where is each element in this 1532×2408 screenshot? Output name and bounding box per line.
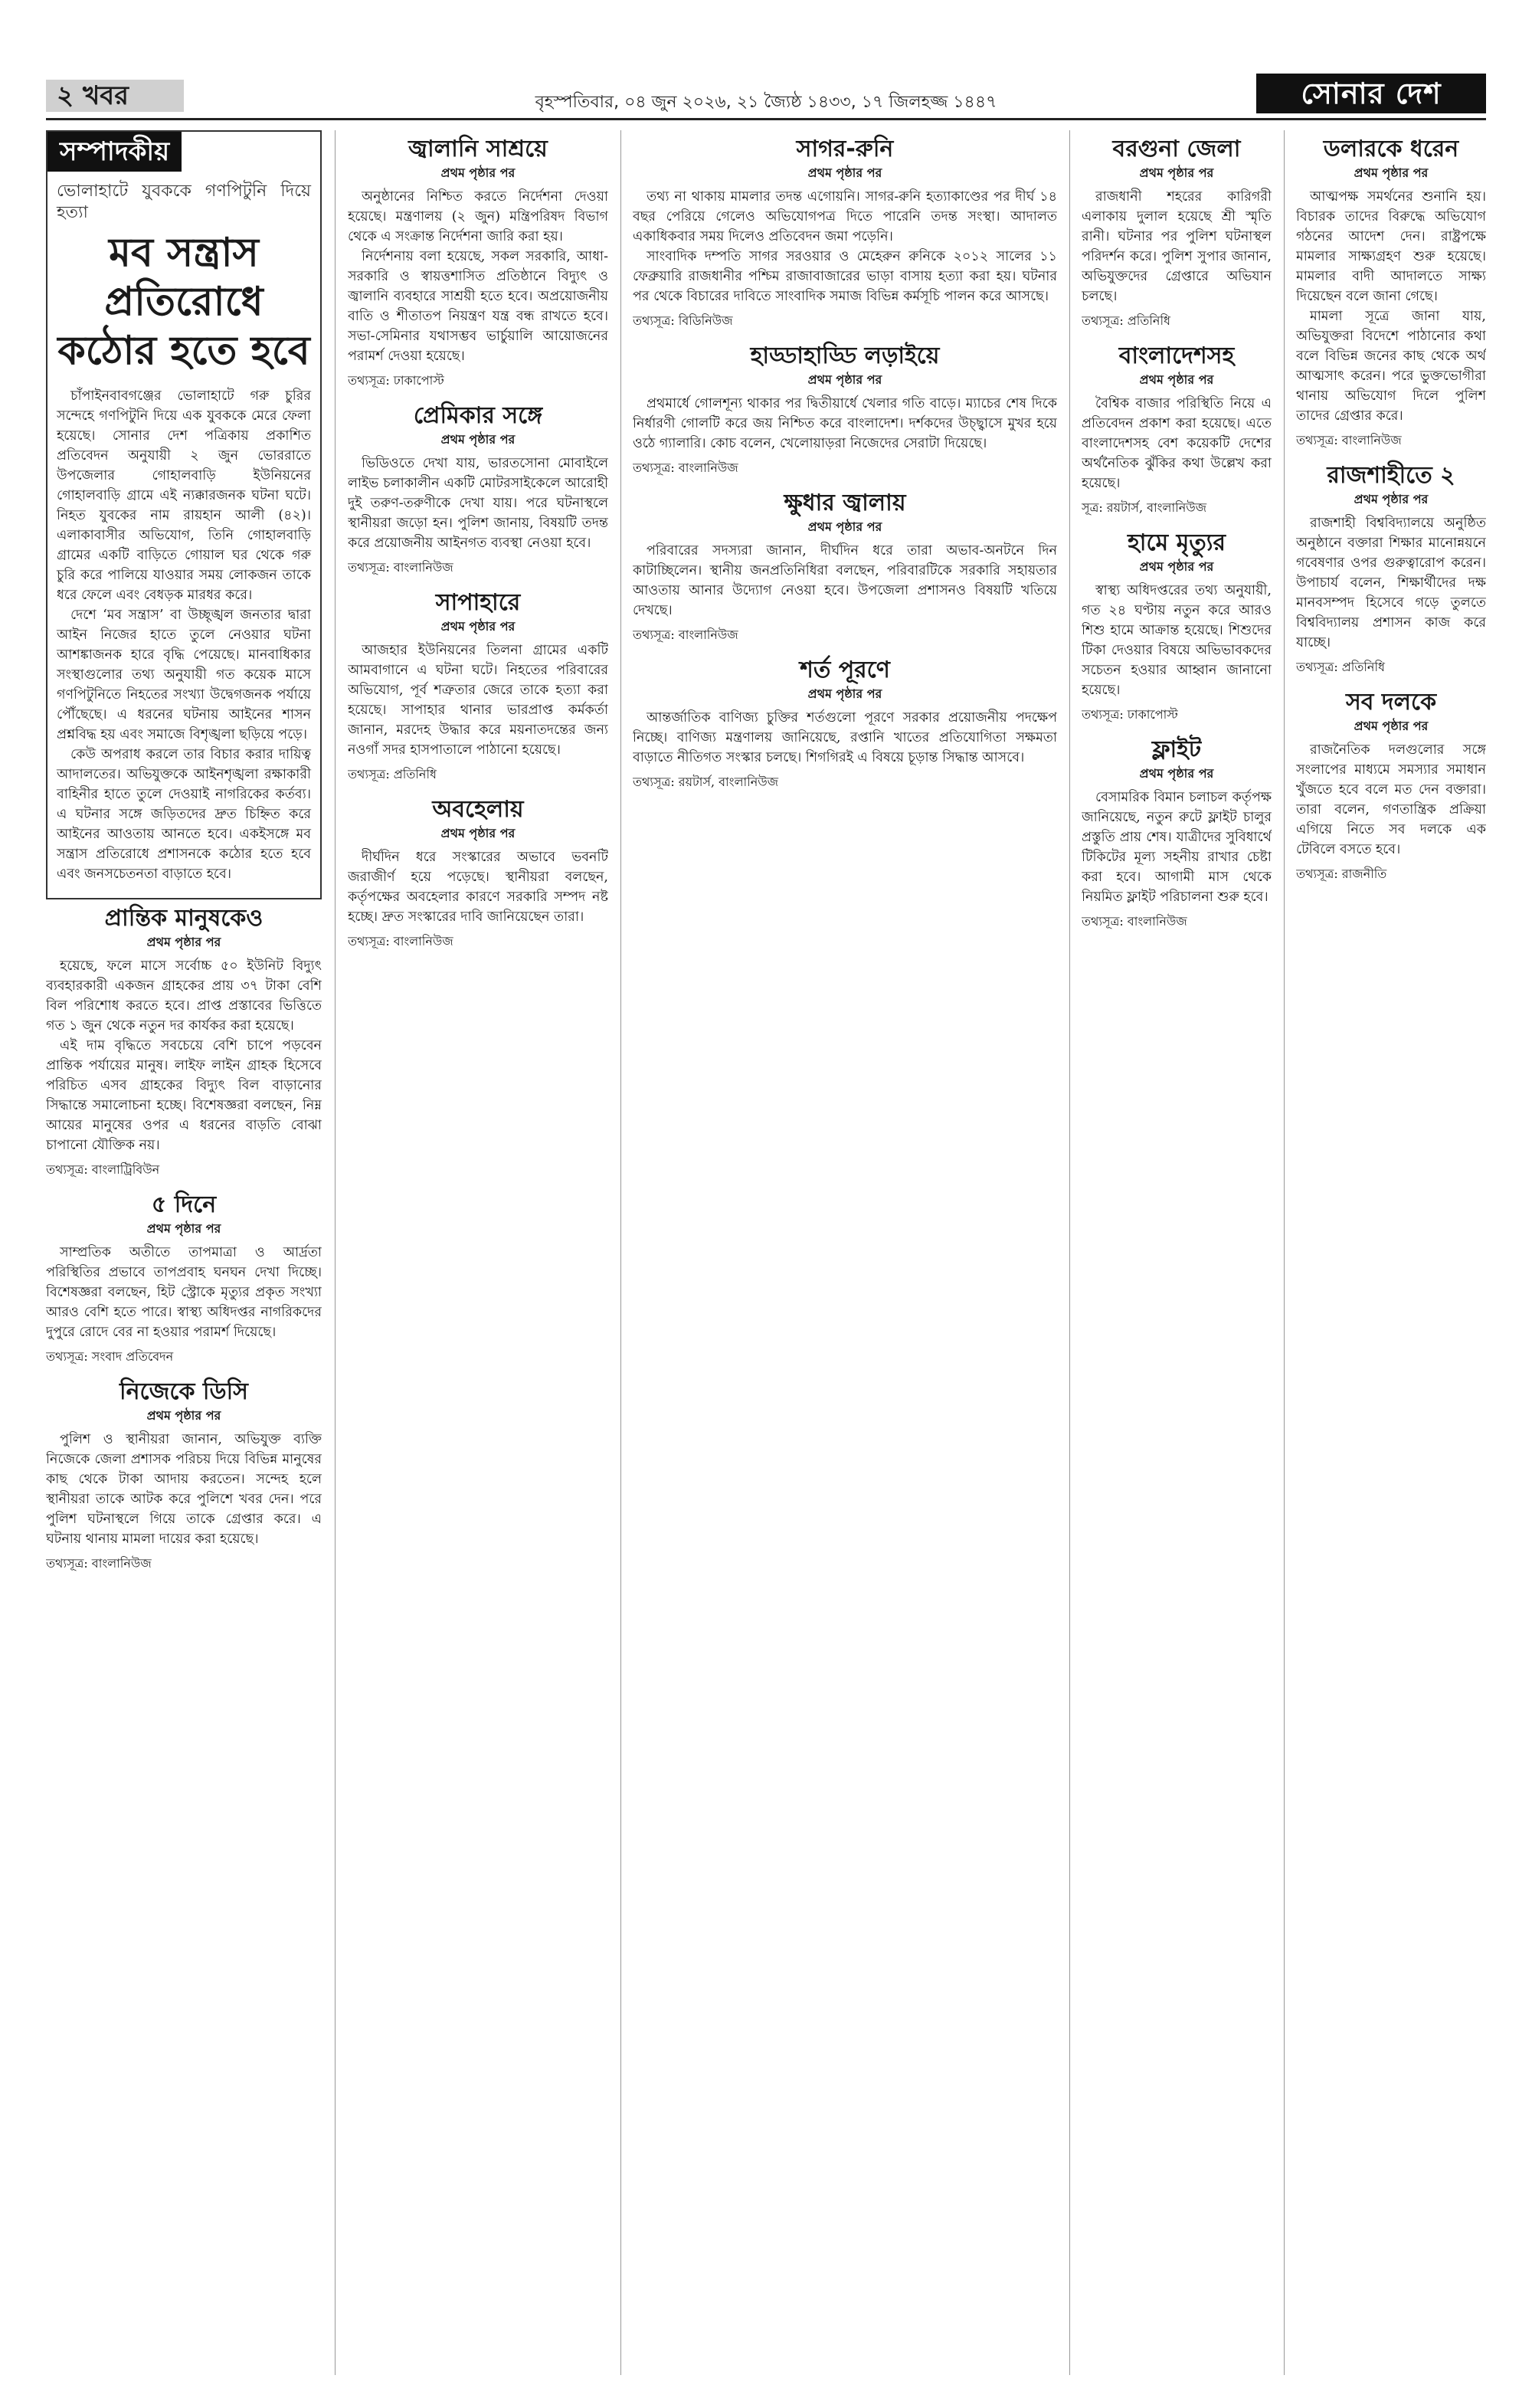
story-headline: বরগুনা জেলা [1112, 136, 1241, 162]
story-headline: ফ্লাইট [1151, 736, 1202, 763]
story-source: তথ্যসূত্র: বাংলানিউজ [633, 460, 738, 475]
paragraph: কেউ অপরাধ করলে তার বিচার করার দায়িত্ব আদালতের। অভিযুক্তকে আইনশৃঙ্খলা রক্ষাকারী বাহিনীর হাতে তুলে দেওয়াই নাগরিকের কর্তব্য। এ ঘটনার সঙ্গে জড়িতদের দ্রুত চিহ্নিত করে আইনের আওতায় আনতে হবে। একইসঙ্গে মব সন্ত্রাস প্রতিরোধে প্রশাসনকে কঠোর হতে হবে এবং জনসচেতনতা বাড়াতে হবে। [57, 747, 311, 882]
news-story [1296, 135, 1486, 450]
paragraph: রাজধানী শহরের কারিগরী এলাকায় দুলাল হয়েছে শ্রী স্মৃতি রানী। ঘটনার পর পুলিশ ঘটনাস্থল পরিদর্শন করে। পুলিশ সুপার জানান, অভিযুক্তদের গ্রেপ্তারে অভিযান চলছে। [1082, 189, 1272, 304]
story-headline: জ্বালানি সাশ্রয়ে [408, 136, 548, 162]
story-continued-label: প্রথম পৃষ্ঠার পর [146, 935, 221, 949]
editorial-box [46, 130, 322, 899]
editorial-kicker: ভোলাহাটে যুবককে গণপিটুনি দিয়ে হত্যা [57, 182, 311, 222]
story-headline: ডলারকে ধরেন [1323, 136, 1459, 162]
story-source: তথ্যসূত্র: বাংলানিউজ [348, 560, 453, 575]
paragraph: বৈশ্বিক বাজার পরিস্থিতি নিয়ে এ প্রতিবেদন প্রকাশ করা হয়েছে। এতে বাংলাদেশসহ বেশ কয়েকটি দেশের অর্থনৈতিক ঝুঁকির কথা উল্লেখ করা হয়েছে। [1082, 396, 1272, 491]
story-headline: বাংলাদেশসহ [1118, 342, 1235, 369]
paragraph: পরিবারের সদস্যরা জানান, দীর্ঘদিন ধরে তারা অভাব-অনটনে দিন কাটাচ্ছিলেন। স্থানীয় জনপ্রতিনিধিরা বলছেন, পরিবারটিকে সরকারি সহায়তার আওতায় আনার উদ্যোগ নেওয়া হবে। উপজেলা প্রশাসনও বিষয়টি খতিয়ে দেখছে। [633, 543, 1057, 618]
story-continued-label: প্রথম পৃষ্ঠার পর [1139, 766, 1214, 781]
paragraph: দেশে ‘মব সন্ত্রাস’ বা উচ্ছৃঙ্খল জনতার দ্বারা আইন নিজের হাতে তুলে নেওয়ার ঘটনা আশঙ্কাজনক হারে বৃদ্ধি পেয়েছে। মানবাধিকার সংস্থাগুলোর তথ্য অনুযায়ী গত কয়েক মাসে গণপিটুনিতে নিহতের সংখ্যা উদ্বেগজনক পর্যায়ে পৌঁছেছে। এ ধরনের ঘটনায় আইনের শাসন প্রশ্নবিদ্ধ হয় এবং সমাজে বিশৃঙ্খলা ছড়িয়ে পড়ে। [57, 608, 311, 742]
story-continued-label: প্রথম পৃষ্ঠার পর [440, 619, 516, 634]
paragraph: এই দাম বৃদ্ধিতে সবচেয়ে বেশি চাপে পড়বেন প্রান্তিক পর্যায়ের মানুষ। লাইফ লাইন গ্রাহক হিসেবে পরিচিত এসব গ্রাহকের বিদ্যুৎ বিল বাড়ানোর সিদ্ধান্তে সমালোচনা হচ্ছে। বিশেষজ্ঞরা বলছেন, নিম্ন আয়ের মানুষের ওপর এ ধরনের বাড়তি বোঝা চাপানো যৌক্তিক নয়। [46, 1038, 322, 1153]
story-body [46, 1430, 322, 1549]
paragraph: স্বাস্থ্য অধিদপ্তরের তথ্য অনুযায়ী, গত ২৪ ঘণ্টায় নতুন করে আরও শিশু হামে আক্রান্ত হয়েছে। শিশুদের টিকা দেওয়ার বিষয়ে অভিভাবকদের সচেতন হওয়ার আহ্বান জানানো হয়েছে। [1082, 583, 1272, 698]
story-body [633, 394, 1057, 454]
story-headline: হাড্ডাহাড্ডি লড়াইয়ে [750, 342, 940, 369]
story-source: তথ্যসূত্র: বিডিনিউজ [633, 313, 733, 328]
paragraph: আত্মপক্ষ সমর্থনের শুনানি হয়। বিচারক তাদের বিরুদ্ধে অভিযোগ গঠনের আদেশ দেন। রাষ্ট্রপক্ষে মামলার সাক্ষ্যগ্রহণ শুরু হয়েছে। মামলার বাদী আদালতে সাক্ষ্য দিয়েছেন বলে জানা গেছে। [1296, 189, 1486, 304]
story-source: তথ্যসূত্র: প্রতিনিধি [1296, 660, 1386, 674]
story-continued-label: প্রথম পৃষ্ঠার পর [1354, 165, 1429, 180]
column-2 [348, 130, 608, 2375]
paragraph: সাংবাদিক দম্পতি সাগর সরওয়ার ও মেহেরুন রুনিকে ২০১২ সালের ১১ ফেব্রুয়ারি রাজধানীর পশ্চিম রাজাবাজারের ভাড়া বাসায় হত্যা করা হয়। ঘটনার পর থেকে বিচারের দাবিতে সাংবাদিক সমাজ বিভিন্ন কর্মসূচি পালন করে আসছে। [633, 249, 1057, 304]
news-story [633, 135, 1057, 331]
story-source: তথ্যসূত্র: বাংলাট্রিবিউন [46, 1162, 160, 1177]
news-story [348, 795, 608, 952]
news-story [633, 342, 1057, 478]
page-label: ২ খবর [46, 80, 184, 112]
story-headline: প্রান্তিক মানুষকেও [104, 905, 264, 932]
story-source: তথ্যসূত্র: বাংলানিউজ [633, 627, 738, 642]
news-story [633, 489, 1057, 645]
story-source: সূত্র: রয়টার্স, বাংলানিউজ [1082, 500, 1207, 515]
story-body [633, 708, 1057, 768]
news-story [1082, 342, 1272, 518]
story-headline: ৫ দিনে [151, 1191, 217, 1218]
story-body [1082, 394, 1272, 493]
paragraph: পুলিশ ও স্থানীয়রা জানান, অভিযুক্ত ব্যক্তি নিজেকে জেলা প্রশাসক পরিচয় দিয়ে বিভিন্ন মানুষের কাছ থেকে টাকা আদায় করতেন। সন্দেহ হলে স্থানীয়রা তাকে আটক করে পুলিশে খবর দেন। পরে পুলিশ ঘটনাস্থলে গিয়ে তাকে গ্রেপ্তার করে। এ ঘটনায় থানায় মামলা দায়ের করা হয়েছে। [46, 1432, 322, 1547]
story-continued-label: প্রথম পৃষ্ঠার পর [1139, 372, 1214, 387]
paragraph: রাজশাহী বিশ্ববিদ্যালয়ে অনুষ্ঠিত অনুষ্ঠানে বক্তারা শিক্ষার মানোন্নয়নে গবেষণার ওপর গুরুত্বারোপ করেন। উপাচার্য বলেন, শিক্ষার্থীদের দক্ষ মানবসম্পদ হিসেবে গড়ে তুলতে বিশ্ববিদ্যালয় প্রশাসন কাজ করে যাচ্ছে। [1296, 516, 1486, 650]
story-body [633, 541, 1057, 621]
news-story [46, 1191, 322, 1367]
editorial-body [57, 386, 311, 884]
paragraph: ভিডিওতে দেখা যায়, ভারতসোনা মোবাইলে লাইভ চলাকালীন একটি মোটরসাইকেলে আরোহী দুই তরুণ-তরুণীকে দেখা যায়। পরে ঘটনাস্থলে স্থানীয়রা জড়ো হন। পুলিশ জানায়, বিষয়টি তদন্ত করে প্রয়োজনীয় আইনগত ব্যবস্থা নেওয়া হবে। [348, 456, 608, 551]
story-source: তথ্যসূত্র: বাংলানিউজ [1082, 914, 1187, 929]
story-continued-label: প্রথম পৃষ্ঠার পর [1139, 165, 1214, 180]
story-source: তথ্যসূত্র: বাংলানিউজ [1296, 433, 1402, 447]
news-story [348, 135, 608, 391]
story-body [1296, 187, 1486, 426]
story-continued-label: প্রথম পৃষ্ঠার পর [1354, 719, 1429, 733]
story-source: তথ্যসূত্র: প্রতিনিধি [348, 767, 437, 781]
news-story [348, 588, 608, 785]
paragraph: বেসামরিক বিমান চলাচল কর্তৃপক্ষ জানিয়েছে, নতুন রুটে ফ্লাইট চালুর প্রস্তুতি প্রায় শেষ। যাত্রীদের সুবিধার্থে টিকিটের মূল্য সহনীয় রাখার চেষ্টা করা হবে। আগামী মাস থেকে নিয়মিত ফ্লাইট পরিচালনা শুরু হবে। [1082, 790, 1272, 905]
column-1 [46, 130, 322, 2375]
paragraph: চাঁপাইনবাবগঞ্জের ভোলাহাটে গরু চুরির সন্দেহে গণপিটুনি দিয়ে এক যুবককে মেরে ফেলা হয়েছে। সোনার দেশ পত্রিকায় প্রকাশিত প্রতিবেদন অনুযায়ী ২ জুন ভোররাতে উপজেলার গোহালবাড়ি ইউনিয়নের গোহালবাড়ি গ্রামে এই ন্যক্কারজনক ঘটনা ঘটে। নিহত যুবকের নাম রায়হান আলী (৪২)। এলাকাবাসীর অভিযোগ, তিনি গোহালবাড়ি গ্রামের একটি বাড়িতে গোয়াল ঘর থেকে গরু চুরি করে পালিয়ে যাওয়ার সময় লোকজন তাকে ধরে ফেলে এবং বেধড়ক মারধর করে। [57, 388, 311, 603]
story-source: তথ্যসূত্র: প্রতিনিধি [1082, 313, 1171, 328]
story-body [46, 956, 322, 1155]
paragraph: হয়েছে, ফলে মাসে সর্বোচ্চ ৫০ ইউনিট বিদ্যুৎ ব্যবহারকারী একজন গ্রাহকের প্রায় ৩৭ টাকা বেশি বিল পরিশোধ করতে হবে। প্রাপ্ত প্রস্তাবের ভিত্তিতে গত ১ জুন থেকে নতুন দর কার্যকর করা হয়েছে। [46, 958, 322, 1034]
news-story [348, 401, 608, 578]
story-continued-label: প্রথম পৃষ্ঠার পর [146, 1408, 221, 1423]
story-headline: হামে মৃত্যুর [1128, 529, 1226, 556]
news-story [1296, 688, 1486, 884]
paragraph: সাম্প্রতিক অতীতে তাপমাত্রা ও আর্দ্রতা পরিস্থিতির প্রভাবে তাপপ্রবাহ ঘনঘন দেখা দিচ্ছে। বিশেষজ্ঞরা বলছেন, হিট স্ট্রোকে মৃত্যুর প্রকৃত সংখ্যা আরও বেশি হতে পারে। স্বাস্থ্য অধিদপ্তর নাগরিকদের দুপুরে রোদে বের না হওয়ার পরামর্শ দিয়েছে। [46, 1245, 322, 1340]
story-continued-label: প্রথম পৃষ্ঠার পর [1354, 492, 1429, 506]
paragraph: মামলা সূত্রে জানা যায়, অভিযুক্তরা বিদেশে পাঠানোর কথা বলে বিভিন্ন জনের কাছ থেকে অর্থ আত্মসাৎ করেন। পরে ভুক্তভোগীরা থানায় অভিযোগ দিলে পুলিশ তাদের গ্রেপ্তার করে। [1296, 309, 1486, 424]
story-source: তথ্যসূত্র: ঢাকাপোস্ট [1082, 707, 1178, 722]
story-headline: ক্ষুধার জ্বালায় [784, 490, 906, 516]
masthead [46, 77, 1486, 120]
paragraph: নির্দেশনায় বলা হয়েছে, সকল সরকারি, আধা-সরকারি ও স্বায়ত্তশাসিত প্রতিষ্ঠানে বিদ্যুৎ ও জ্বালানি ব্যবহারে সাশ্রয়ী হতে হবে। অপ্রয়োজনীয় বাতি ও শীতাতপ নিয়ন্ত্রণ যন্ত্র বন্ধ রাখতে হবে। সভা-সেমিনার যথাসম্ভব ভার্চুয়ালি আয়োজনের পরামর্শ দেওয়া হয়েছে। [348, 249, 608, 364]
story-source: তথ্যসূত্র: রয়টার্স, বাংলানিউজ [633, 775, 779, 789]
story-headline: রাজশাহীতে ২ [1327, 462, 1455, 489]
story-continued-label: প্রথম পৃষ্ঠার পর [807, 686, 882, 701]
story-source: তথ্যসূত্র: সংবাদ প্রতিবেদন [46, 1349, 174, 1364]
story-continued-label: প্রথম পৃষ্ঠার পর [1139, 559, 1214, 574]
story-body [633, 187, 1057, 306]
paragraph: তথ্য না থাকায় মামলার তদন্ত এগোয়নি। সাগর-রুনি হত্যাকাণ্ডের পর দীর্ঘ ১৪ বছর পেরিয়ে গেলেও অভিযোগপত্র দিতে পারেনি তদন্ত সংস্থা। আদালত একাধিকবার সময় দিলেও প্রতিবেদন জমা পড়েনি। [633, 189, 1057, 244]
news-story [1296, 461, 1486, 677]
paragraph: দীর্ঘদিন ধরে সংস্কারের অভাবে ভবনটি জরাজীর্ণ হয়ে পড়েছে। স্থানীয়রা বলছেন, কর্তৃপক্ষের অবহেলার কারণে সরকারি সম্পদ নষ্ট হচ্ছে। দ্রুত সংস্কারের দাবি জানিয়েছেন তারা। [348, 850, 608, 925]
news-story [46, 1378, 322, 1574]
story-body [348, 454, 608, 553]
news-story [633, 656, 1057, 792]
story-headline: সাপাহারে [435, 589, 521, 616]
story-body [1082, 788, 1272, 907]
story-body [1082, 187, 1272, 306]
news-story [1082, 529, 1272, 725]
paragraph: প্রথমার্ধে গোলশূন্য থাকার পর দ্বিতীয়ার্ধে খেলার গতি বাড়ে। ম্যাচের শেষ দিকে নির্ধারণী গোলটি করে জয় নিশ্চিত করে বাংলাদেশ। দর্শকদের উচ্ছ্বাসে মুখর হয়ে ওঠে গ্যালারি। কোচ বলেন, খেলোয়াড়রা নিজেদের সেরাটা দিয়েছে। [633, 396, 1057, 451]
story-continued-label: প্রথম পৃষ্ঠার পর [807, 372, 882, 387]
story-body [1082, 581, 1272, 700]
news-story [46, 904, 322, 1180]
column-divider [1284, 130, 1285, 2375]
story-continued-label: প্রথম পৃষ্ঠার পর [807, 165, 882, 180]
story-source: তথ্যসূত্র: ঢাকাপোস্ট [348, 373, 444, 388]
story-headline: শর্ত পূরণে [800, 657, 890, 683]
editorial-title: মব সন্ত্রাস প্রতিরোধে কঠোর হতে হবে [57, 230, 310, 374]
story-body [348, 847, 608, 927]
story-source: তথ্যসূত্র: রাজনীতি [1296, 867, 1387, 881]
story-source: তথ্যসূত্র: বাংলানিউজ [348, 934, 453, 948]
editorial-label: সম্পাদকীয় [47, 132, 182, 172]
column-divider [335, 130, 336, 2375]
story-source: তথ্যসূত্র: বাংলানিউজ [46, 1556, 152, 1571]
story-body [46, 1243, 322, 1342]
story-continued-label: প্রথম পৃষ্ঠার পর [440, 826, 516, 840]
story-continued-label: প্রথম পৃষ্ঠার পর [807, 519, 882, 534]
story-continued-label: প্রথম পৃষ্ঠার পর [146, 1221, 221, 1236]
column-4 [1082, 130, 1272, 2375]
paper-logo: সোনার দেশ [1256, 74, 1486, 113]
story-headline: সাগর-রুনি [796, 136, 894, 162]
column-3 [633, 130, 1057, 2375]
column-divider [620, 130, 621, 2375]
news-story [1082, 135, 1272, 331]
column-5 [1296, 130, 1486, 2375]
story-headline: অবহেলায় [432, 796, 524, 823]
story-headline: সব দলকে [1345, 689, 1437, 716]
column-divider [1069, 130, 1070, 2375]
paragraph: আন্তর্জাতিক বাণিজ্য চুক্তির শর্তগুলো পূরণে সরকার প্রয়োজনীয় পদক্ষেপ নিচ্ছে। বাণিজ্য মন্ত্রণালয় জানিয়েছে, রপ্তানি খাতের প্রতিযোগিতা সক্ষমতা বাড়াতে নীতিগত সংস্কার চলছে। শিগগিরই এ বিষয়ে চূড়ান্ত সিদ্ধান্ত আসবে। [633, 710, 1057, 765]
paragraph: অনুষ্ঠানের নিশ্চিত করতে নির্দেশনা দেওয়া হয়েছে। মন্ত্রণালয় (২ জুন) মন্ত্রিপরিষদ বিভাগ থেকে এ সংক্রান্ত নির্দেশনা জারি করা হয়। [348, 189, 608, 244]
news-story [1082, 736, 1272, 932]
story-body [1296, 740, 1486, 860]
paragraph: রাজনৈতিক দলগুলোর সঙ্গে সংলাপের মাধ্যমে সমস্যার সমাধান খুঁজতে হবে বলে মত দেন বক্তারা। তারা বলেন, গণতান্ত্রিক প্রক্রিয়া এগিয়ে নিতে সব দলকে এক টেবিলে বসতে হবে। [1296, 742, 1486, 857]
story-headline: নিজেকে ডিসি [119, 1378, 248, 1405]
story-body [348, 640, 608, 760]
story-continued-label: প্রথম পৃষ্ঠার পর [440, 432, 516, 447]
date-line: বৃহস্পতিবার, ০৪ জুন ২০২৬, ২১ জ্যৈষ্ঠ ১৪৩৩, ১৭ জিলহজ্জ ১৪৪৭ [535, 93, 997, 112]
story-body [1296, 513, 1486, 653]
paragraph: আজহার ইউনিয়নের তিলনা গ্রামের একটি আমবাগানে এ ঘটনা ঘটে। নিহতের পরিবারের অভিযোগ, পূর্ব শত্রুতার জেরে তাকে হত্যা করা হয়েছে। সাপাহার থানার ভারপ্রাপ্ত কর্মকর্তা জানান, মরদেহ উদ্ধার করে ময়নাতদন্তের জন্য নওগাঁ সদর হাসপাতালে পাঠানো হয়েছে। [348, 643, 608, 758]
story-headline: প্রেমিকার সঙ্গে [413, 402, 543, 429]
story-continued-label: প্রথম পৃষ্ঠার পর [440, 165, 516, 180]
story-body [348, 187, 608, 366]
